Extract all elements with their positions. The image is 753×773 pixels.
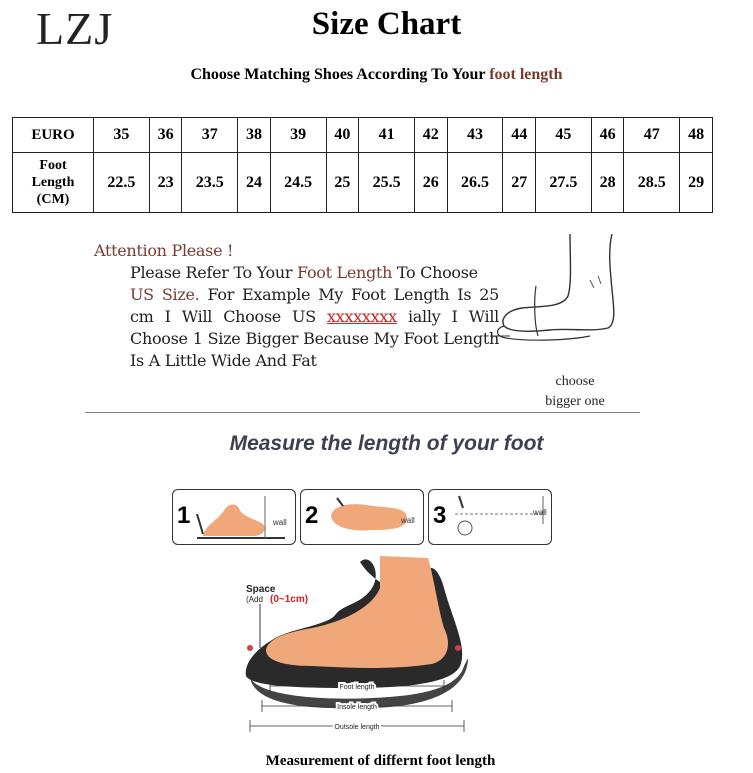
step-3-number: 3 — [433, 502, 447, 529]
step-2-wall-label: wall — [401, 516, 415, 525]
euro-size-cell: 36 — [149, 118, 182, 153]
euro-size-cell: 39 — [270, 118, 326, 153]
attention-heading-text: Attention Please ! — [94, 241, 234, 260]
subtitle-text: Choose Matching Shoes According To Your — [190, 66, 486, 83]
foot-length-cell: 27.5 — [536, 153, 592, 213]
foot-length-cell: 24 — [238, 153, 271, 213]
euro-size-cell: 43 — [447, 118, 503, 153]
sole-line — [498, 326, 591, 340]
euro-size-cell: 47 — [624, 118, 680, 153]
outsole-length-dim-label: Outsole length — [334, 724, 380, 731]
shoe-line — [535, 286, 538, 336]
measurement-caption: Measurement of differnt foot length — [265, 753, 496, 769]
foot-length-cell: 23.5 — [182, 153, 238, 213]
shoe-diagram — [232, 548, 492, 743]
step-1-number: 1 — [177, 502, 191, 529]
euro-size-cell: 45 — [536, 118, 592, 153]
foot-length-label — [13, 153, 94, 213]
divider — [85, 412, 640, 413]
step-2-panel — [300, 489, 424, 545]
foot-length-cell: 25 — [326, 153, 359, 213]
foot-length-cell: 22.5 — [94, 153, 150, 213]
attention-t3: To Choose — [396, 263, 478, 282]
measure-title: Measure the length of your foot — [229, 432, 544, 455]
attention-t6: xxxxxxxx — [327, 307, 397, 326]
size-table — [12, 117, 713, 213]
foot-sketch-illustration — [490, 228, 630, 348]
euro-size-cell: 37 — [182, 118, 238, 153]
foot-length-cell: 28 — [591, 153, 624, 213]
subtitle-accent: foot length — [489, 66, 563, 83]
foot-shape — [266, 556, 448, 668]
foot-length-cell: 29 — [680, 153, 713, 213]
foot-detail — [590, 276, 601, 288]
step-1-foot-icon — [193, 494, 289, 540]
step-1-wall-label: wall — [273, 518, 287, 527]
step-1-panel — [172, 489, 296, 545]
step-3-measure-icon — [451, 494, 547, 540]
attention-note — [94, 240, 499, 372]
step-3-wall-label: wall — [533, 508, 547, 517]
foot-length-label-1: Foot — [39, 158, 67, 173]
foot-length-cell: 24.5 — [270, 153, 326, 213]
step-3-panel — [428, 489, 552, 545]
euro-size-cell: 40 — [326, 118, 359, 153]
choose-bigger-label — [530, 372, 620, 412]
foot-length-dim-label: Foot length — [339, 684, 375, 691]
choose-label-2: bigger one — [545, 394, 605, 409]
attention-t7: ially I Will Choose 1 Size Bigger Because My Foot Length Is A Little Wide And Fat — [130, 307, 499, 370]
toe-point — [247, 645, 253, 651]
attention-t5: For Example My Foot Length Is 25 cm I Will Choose US — [130, 285, 500, 326]
subtitle — [0, 66, 753, 84]
attention-t2: Foot Length — [297, 263, 393, 282]
attention-body — [94, 262, 499, 372]
insole-length-dim-label: Insole length — [337, 704, 377, 711]
euro-label: EURO — [13, 118, 94, 153]
foot-length-cell: 26 — [414, 153, 447, 213]
space-range-label: (0~1cm) — [270, 594, 309, 605]
euro-size-cell: 44 — [503, 118, 536, 153]
space-label: Space — [246, 584, 276, 595]
foot-length-cell: 25.5 — [359, 153, 415, 213]
foot-length-cell: 23 — [149, 153, 182, 213]
choose-label-1: choose — [555, 374, 595, 389]
attention-heading — [94, 240, 499, 262]
step-2-number: 2 — [305, 502, 319, 529]
euro-size-cell: 41 — [359, 118, 415, 153]
euro-size-cell: 38 — [238, 118, 271, 153]
foot-length-cell: 27 — [503, 153, 536, 213]
brand-logo: LZJ — [36, 3, 114, 54]
euro-size-cell: 42 — [414, 118, 447, 153]
foot-length-cell: 28.5 — [624, 153, 680, 213]
euro-size-cell: 48 — [680, 118, 713, 153]
attention-t1: Please Refer To Your — [130, 263, 293, 282]
heel-point — [455, 645, 461, 651]
foot-length-label-3: (CM) — [36, 192, 70, 207]
page-title: Size Chart — [311, 6, 462, 42]
space-add-label: (Add — [246, 595, 263, 604]
foot-outline — [503, 234, 614, 331]
euro-size-cell: 46 — [591, 118, 624, 153]
euro-size-cell: 35 — [94, 118, 150, 153]
attention-t4: US Size. — [130, 285, 200, 304]
foot-length-cell: 26.5 — [447, 153, 503, 213]
foot-length-label-2: Length — [31, 175, 75, 190]
